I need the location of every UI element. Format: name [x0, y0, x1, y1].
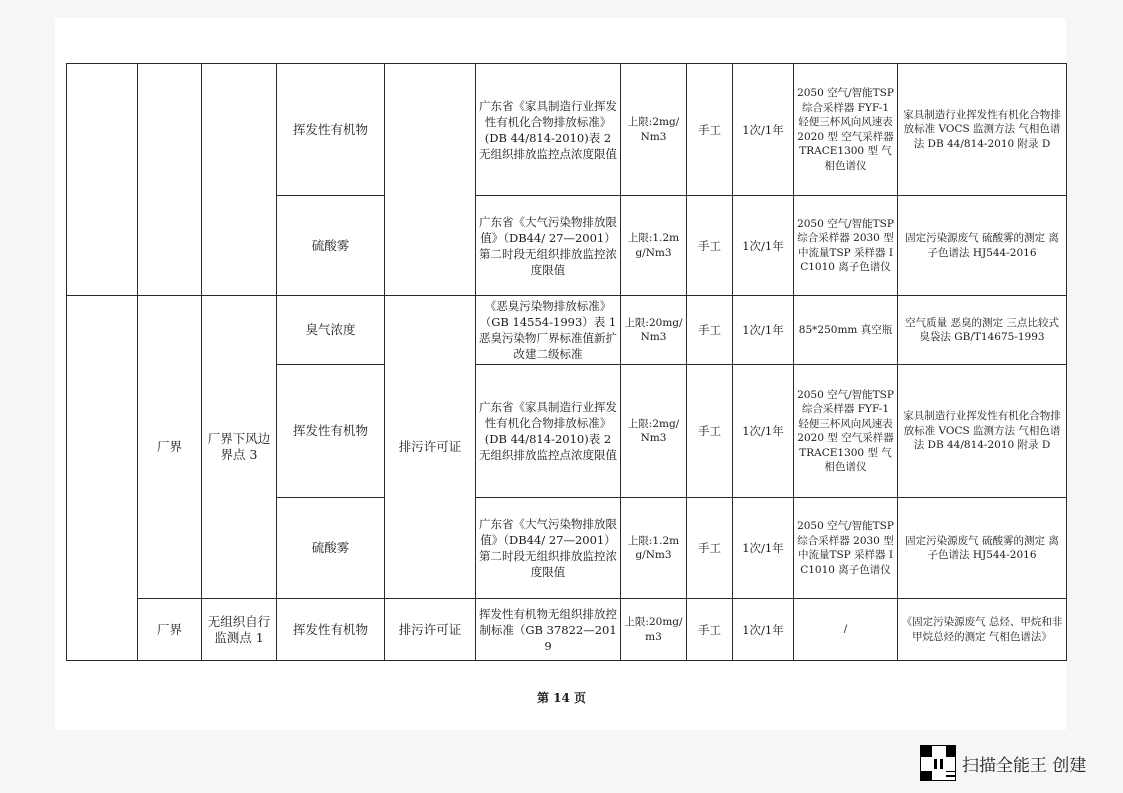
- analysis-cell: 家具制造行业挥发性有机化合物排放标准 VOCS 监测方法 气相色谱法 DB 44/814-2010 附录 D: [898, 365, 1067, 498]
- instrument-cell: 2050 空气/智能TSP 综合采样器 2030 型 中流量TSP 采样器 IC1010 离子色谱仪: [794, 498, 898, 599]
- limit-cell: 上限:20mg/m3: [621, 599, 687, 661]
- instrument-cell: 2050 空气/智能TSP 综合采样器 FYF-1 轻便三杯风向风速表 2020 型 空气采样器 TRACE1300 型 气相色谱仪: [794, 64, 898, 196]
- location-cell: 厂界: [138, 296, 202, 599]
- margin-cell: [67, 64, 138, 296]
- method-cell: 手工: [687, 196, 733, 296]
- pollutant-cell: 挥发性有机物: [277, 365, 385, 498]
- frequency-cell: 1次/1年: [733, 296, 794, 365]
- frequency-cell: 1次/1年: [733, 64, 794, 196]
- analysis-cell: 家具制造行业挥发性有机化合物排放标准 VOCS 监测方法 气相色谱法 DB 44/814-2010 附录 D: [898, 64, 1067, 196]
- standard-cell: 挥发性有机物无组织排放控制标准（GB 37822—2019: [476, 599, 621, 661]
- analysis-cell: 《固定污染源废气 总烃、甲烷和非甲烷总烃的测定 气相色谱法》: [898, 599, 1067, 661]
- watermark-text: 扫描全能王 创建: [962, 755, 1087, 776]
- basis-cell: [385, 64, 476, 296]
- standard-cell: 广东省《大气污染物排放限值》（DB44/ 27—2001）第二时段无组织排放监控浓度限值: [476, 498, 621, 599]
- pollutant-cell: 挥发性有机物: [277, 599, 385, 661]
- table-row: [67, 296, 1067, 365]
- qr-code-icon: [920, 745, 956, 781]
- monitoring-table: [66, 63, 1067, 661]
- pollutant-cell: 臭气浓度: [277, 296, 385, 365]
- pollutant-cell: 硫酸雾: [277, 196, 385, 296]
- scanner-watermark: [920, 744, 1086, 782]
- limit-cell: 上限:1.2mg/Nm3: [621, 196, 687, 296]
- point-cell: 无组织自行监测点 1: [202, 599, 277, 661]
- analysis-cell: 固定污染源废气 硫酸雾的测定 离子色谱法 HJ544-2016: [898, 498, 1067, 599]
- basis-cell: 排污许可证: [385, 296, 476, 599]
- point-cell: 厂界下风边界点 3: [202, 296, 277, 599]
- instrument-cell: 2050 空气/智能TSP 综合采样器 FYF-1 轻便三杯风向风速表 2020 型 空气采样器 TRACE1300 型 气相色谱仪: [794, 365, 898, 498]
- analysis-cell: 固定污染源废气 硫酸雾的测定 离子色谱法 HJ544-2016: [898, 196, 1067, 296]
- standard-cell: 广东省《家具制造行业挥发性有机化合物排放标准》(DB 44/814-2010)表 2 无组织排放监控点浓度限值: [476, 64, 621, 196]
- analysis-cell: 空气质量 恶臭的测定 三点比较式臭袋法 GB/T14675-1993: [898, 296, 1067, 365]
- frequency-cell: 1次/1年: [733, 498, 794, 599]
- frequency-cell: 1次/1年: [733, 599, 794, 661]
- frequency-cell: 1次/1年: [733, 365, 794, 498]
- location-cell: [138, 64, 202, 296]
- table-row: [67, 599, 1067, 661]
- limit-cell: 上限:2mg/Nm3: [621, 64, 687, 196]
- method-cell: 手工: [687, 64, 733, 196]
- method-cell: 手工: [687, 365, 733, 498]
- limit-cell: 上限:1.2mg/Nm3: [621, 498, 687, 599]
- table-row: [67, 64, 1067, 196]
- instrument-cell: 2050 空气/智能TSP 综合采样器 2030 型 中流量TSP 采样器 IC1010 离子色谱仪: [794, 196, 898, 296]
- frequency-cell: 1次/1年: [733, 196, 794, 296]
- margin-cell: [67, 296, 138, 661]
- standard-cell: 广东省《家具制造行业挥发性有机化合物排放标准》(DB 44/814-2010)表 2 无组织排放监控点浓度限值: [476, 365, 621, 498]
- limit-cell: 上限:20mg/Nm3: [621, 296, 687, 365]
- standard-cell: 《恶臭污染物排放标准》（GB 14554-1993）表 1 恶臭污染物厂界标准值新扩改建二级标准: [476, 296, 621, 365]
- pollutant-cell: 挥发性有机物: [277, 64, 385, 196]
- method-cell: 手工: [687, 498, 733, 599]
- method-cell: 手工: [687, 296, 733, 365]
- standard-cell: 广东省《大气污染物排放限值》（DB44/ 27—2001）第二时段无组织排放监控浓度限值: [476, 196, 621, 296]
- instrument-cell: /: [794, 599, 898, 661]
- page-number: 第 14 页: [536, 691, 587, 705]
- limit-cell: 上限:2mg/Nm3: [621, 365, 687, 498]
- instrument-cell: 85*250mm 真空瓶: [794, 296, 898, 365]
- point-cell: [202, 64, 277, 296]
- pollutant-cell: 硫酸雾: [277, 498, 385, 599]
- location-cell: 厂界: [138, 599, 202, 661]
- method-cell: 手工: [687, 599, 733, 661]
- basis-cell: 排污许可证: [385, 599, 476, 661]
